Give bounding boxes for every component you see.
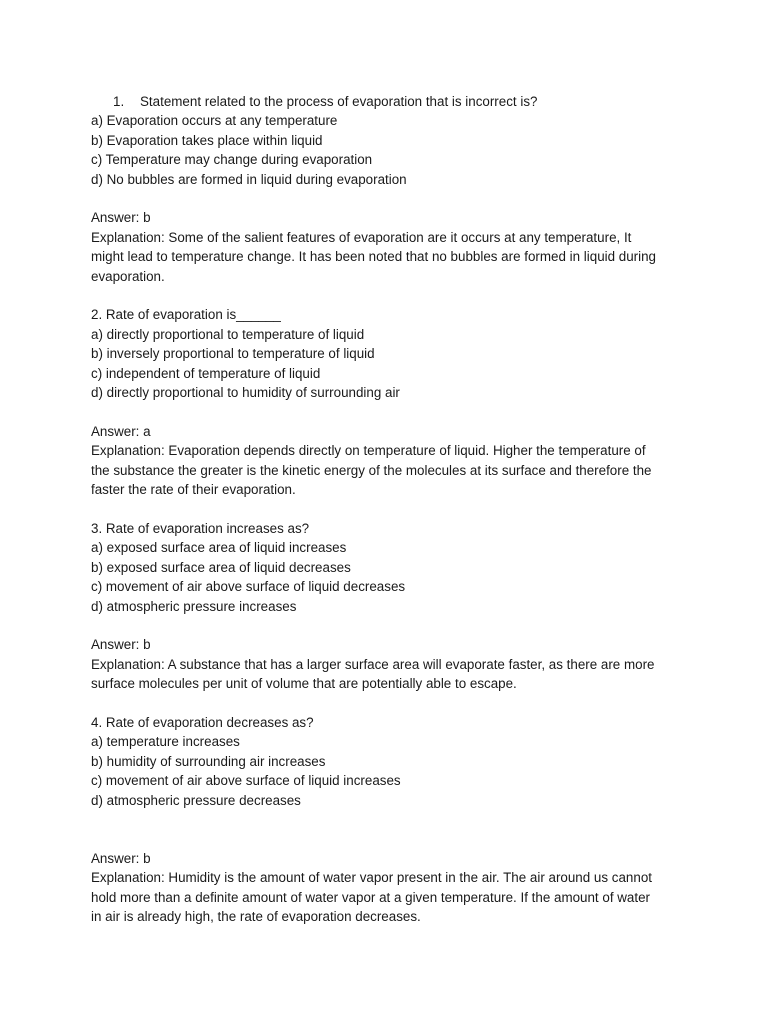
option-d: d) directly proportional to humidity of surrounding air <box>91 385 400 401</box>
question-block-4 <box>91 713 681 926</box>
option-a: a) temperature increases <box>91 734 240 750</box>
question-block-1 <box>91 92 681 286</box>
explanation-line: the substance the greater is the kinetic energy of the molecules at its surface and therefore the <box>91 462 652 478</box>
explanation-line: Explanation: A substance that has a larger surface area will evaporate faster, as there are more <box>91 656 655 672</box>
option-d: d) atmospheric pressure decreases <box>91 792 301 808</box>
option-c: c) Temperature may change during evaporation <box>91 152 373 168</box>
question-text <box>91 92 681 111</box>
explanation-line: might lead to temperature change. It has been noted that no bubbles are formed in liquid during <box>91 249 657 265</box>
option-c: c) movement of air above surface of liquid increases <box>91 773 401 789</box>
question-text: 4. Rate of evaporation decreases as? <box>91 714 314 730</box>
option-b: b) exposed surface area of liquid decreases <box>91 559 351 575</box>
answer-text: Answer: a <box>91 423 151 439</box>
option-d: d) atmospheric pressure increases <box>91 598 297 614</box>
explanation-line: surface molecules per unit of volume that are potentially able to escape. <box>91 676 517 692</box>
option-b: b) inversely proportional to temperature of liquid <box>91 346 375 362</box>
question-number: 1. <box>113 94 125 109</box>
explanation-line: evaporation. <box>91 268 165 284</box>
question-text: 2. Rate of evaporation is______ <box>91 307 281 323</box>
answer-text: Answer: b <box>91 637 151 653</box>
option-a: a) Evaporation occurs at any temperature <box>91 113 338 129</box>
option-b: b) humidity of surrounding air increases <box>91 753 326 769</box>
option-d: d) No bubbles are formed in liquid during evaporation <box>91 171 407 187</box>
answer-text: Answer: b <box>91 850 151 866</box>
option-a: a) exposed surface area of liquid increases <box>91 540 347 556</box>
option-c: c) movement of air above surface of liquid decreases <box>91 579 406 595</box>
explanation-line: Explanation: Some of the salient features of evaporation are it occurs at any temperature, It <box>91 229 632 245</box>
document-body <box>91 92 681 926</box>
option-c: c) independent of temperature of liquid <box>91 365 321 381</box>
answer-text: Answer: b <box>91 210 151 226</box>
explanation-line: Explanation: Evaporation depends directly on temperature of liquid. Higher the temperature of <box>91 443 646 459</box>
question-block-3 <box>91 519 681 694</box>
option-b: b) Evaporation takes place within liquid <box>91 132 323 148</box>
question-block-2 <box>91 305 681 499</box>
question-stem: Statement related to the process of evaporation that is incorrect is? <box>140 94 538 109</box>
option-a: a) directly proportional to temperature of liquid <box>91 326 365 342</box>
explanation-line: Explanation: Humidity is the amount of water vapor present in the air. The air around us cannot <box>91 870 652 886</box>
explanation-line: in air is already high, the rate of evaporation decreases. <box>91 908 421 924</box>
question-text: 3. Rate of evaporation increases as? <box>91 520 310 536</box>
explanation-line: faster the rate of their evaporation. <box>91 482 296 498</box>
explanation-line: hold more than a definite amount of water vapor at a given temperature. If the amount of water <box>91 889 651 905</box>
